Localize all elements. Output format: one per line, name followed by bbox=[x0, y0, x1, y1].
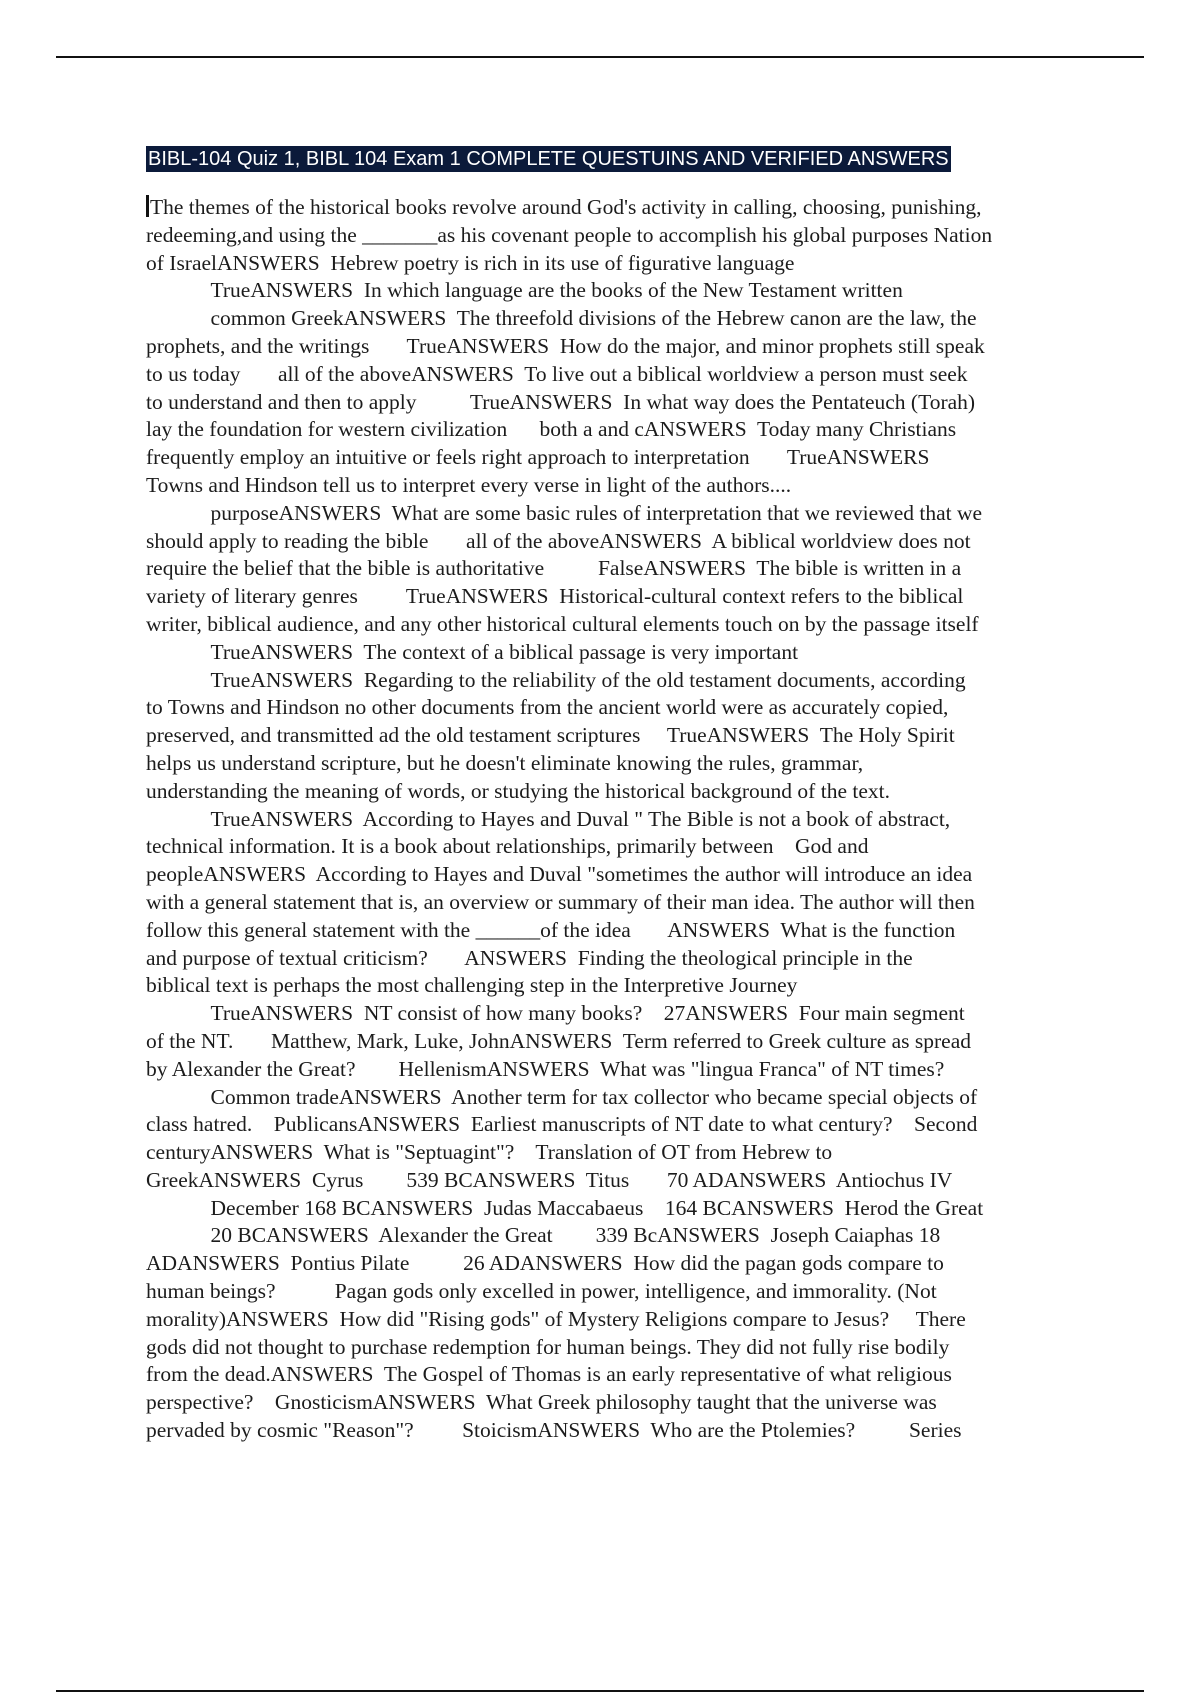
body-line: TrueANSWERS In which language are the books of the New Testament written bbox=[146, 278, 903, 303]
body-line: TrueANSWERS Regarding to the reliability of the old testament documents, according bbox=[146, 667, 966, 692]
footer-rule bbox=[56, 1690, 1144, 1692]
body-line: should apply to reading the bible all of the aboveANSWERS A biblical worldview does not bbox=[146, 528, 971, 553]
body-line: TrueANSWERS The context of a biblical passage is very important bbox=[146, 639, 799, 664]
body-line: common GreekANSWERS The threefold divisions of the Hebrew canon are the law, the bbox=[146, 306, 977, 331]
body-line: Common tradeANSWERS Another term for tax collector who became special objects of bbox=[146, 1084, 978, 1109]
body-line: purposeANSWERS What are some basic rules of interpretation that we reviewed that we bbox=[146, 500, 983, 525]
body-line: of IsraelANSWERS Hebrew poetry is rich in its use of figurative language bbox=[146, 250, 795, 275]
body-line: December 168 BCANSWERS Judas Maccabaeus 164 BCANSWERS Herod the Great bbox=[146, 1195, 984, 1220]
body-line: pervaded by cosmic "Reason"? StoicismANSWERS Who are the Ptolemies? Series bbox=[146, 1418, 962, 1443]
body-line: prophets, and the writings TrueANSWERS How do the major, and minor prophets still speak bbox=[146, 333, 985, 358]
body-line: frequently employ an intuitive or feels right approach to interpretation TrueANSWERS bbox=[146, 445, 930, 470]
body-line: GreekANSWERS Cyrus 539 BCANSWERS Titus 70 ADANSWERS Antiochus IV bbox=[146, 1167, 953, 1192]
body-line: by Alexander the Great? HellenismANSWERS What was "lingua Franca" of NT times? bbox=[146, 1056, 945, 1081]
body-line: of the NT. Matthew, Mark, Luke, JohnANSWERS Term referred to Greek culture as spread bbox=[146, 1028, 972, 1053]
body-line: variety of literary genres TrueANSWERS Historical-cultural context refers to the biblical bbox=[146, 584, 964, 609]
body-line: technical information. It is a book about relationships, primarily between God and bbox=[146, 834, 869, 859]
body-line: follow this general statement with the ______of the idea ANSWERS What is the function bbox=[146, 917, 956, 942]
body-line-text: The themes of the historical books revolve around God's activity in calling, choosing, punishing, bbox=[150, 195, 982, 219]
body-line: require the belief that the bible is authoritative FalseANSWERS The bible is written in a bbox=[146, 556, 962, 581]
body-line bbox=[146, 194, 1092, 222]
body-line: and purpose of textual criticism? ANSWERS Finding the theological principle in the bbox=[146, 945, 913, 970]
body-line: helps us understand scripture, but he doesn't eliminate knowing the rules, grammar, bbox=[146, 750, 864, 775]
body-line: understanding the meaning of words, or studying the historical background of the text. bbox=[146, 778, 890, 803]
body-line: centuryANSWERS What is "Septuagint"? Translation of OT from Hebrew to bbox=[146, 1140, 833, 1165]
body-line: peopleANSWERS According to Hayes and Duval "sometimes the author will introduce an idea bbox=[146, 862, 973, 887]
body-line: with a general statement that is, an overview or summary of their man idea. The author will then bbox=[146, 889, 975, 914]
body-line: writer, biblical audience, and any other historical cultural elements touch on by the passage itself bbox=[146, 611, 979, 636]
body-line: TrueANSWERS According to Hayes and Duval " The Bible is not a book of abstract, bbox=[146, 806, 951, 831]
body-line: perspective? GnosticismANSWERS What Greek philosophy taught that the universe was bbox=[146, 1390, 937, 1415]
body-line: biblical text is perhaps the most challenging step in the Interpretive Journey bbox=[146, 973, 798, 998]
body-line: Towns and Hindson tell us to interpret every verse in light of the authors.... bbox=[146, 472, 792, 497]
body-line: preserved, and transmitted ad the old testament scriptures TrueANSWERS The Holy Spirit bbox=[146, 723, 955, 748]
header-rule bbox=[56, 56, 1144, 58]
body-line: from the dead.ANSWERS The Gospel of Thomas is an early representative of what religious bbox=[146, 1362, 952, 1387]
body-line: to us today all of the aboveANSWERS To live out a biblical worldview a person must seek bbox=[146, 361, 968, 386]
text-cursor bbox=[146, 195, 149, 217]
body-line: gods did not thought to purchase redemption for human beings. They did not fully rise bodily bbox=[146, 1334, 950, 1359]
body-line: lay the foundation for western civilization both a and cANSWERS Today many Christians bbox=[146, 417, 957, 442]
document-body bbox=[146, 194, 1092, 1445]
body-line: to understand and then to apply TrueANSWERS In what way does the Pentateuch (Torah) bbox=[146, 389, 976, 414]
body-line: ADANSWERS Pontius Pilate 26 ADANSWERS How did the pagan gods compare to bbox=[146, 1251, 944, 1276]
body-line: class hatred. PublicansANSWERS Earliest manuscripts of NT date to what century? Second bbox=[146, 1112, 978, 1137]
body-line: human beings? Pagan gods only excelled in power, intelligence, and immorality. (Not bbox=[146, 1279, 937, 1304]
body-line: redeeming,and using the _______as his covenant people to accomplish his global purposes Nation bbox=[146, 222, 993, 247]
body-line: to Towns and Hindson no other documents from the ancient world were as accurately copied, bbox=[146, 695, 949, 720]
document-title: BIBL-104 Quiz 1, BIBL 104 Exam 1 COMPLETE QUESTUINS AND VERIFIED ANSWERS bbox=[148, 148, 949, 170]
body-line: TrueANSWERS NT consist of how many books? 27ANSWERS Four main segment bbox=[146, 1001, 965, 1026]
body-line: 20 BCANSWERS Alexander the Great 339 BcANSWERS Joseph Caiaphas 18 bbox=[146, 1223, 941, 1248]
body-line: morality)ANSWERS How did "Rising gods" of Mystery Religions compare to Jesus? There bbox=[146, 1306, 966, 1331]
